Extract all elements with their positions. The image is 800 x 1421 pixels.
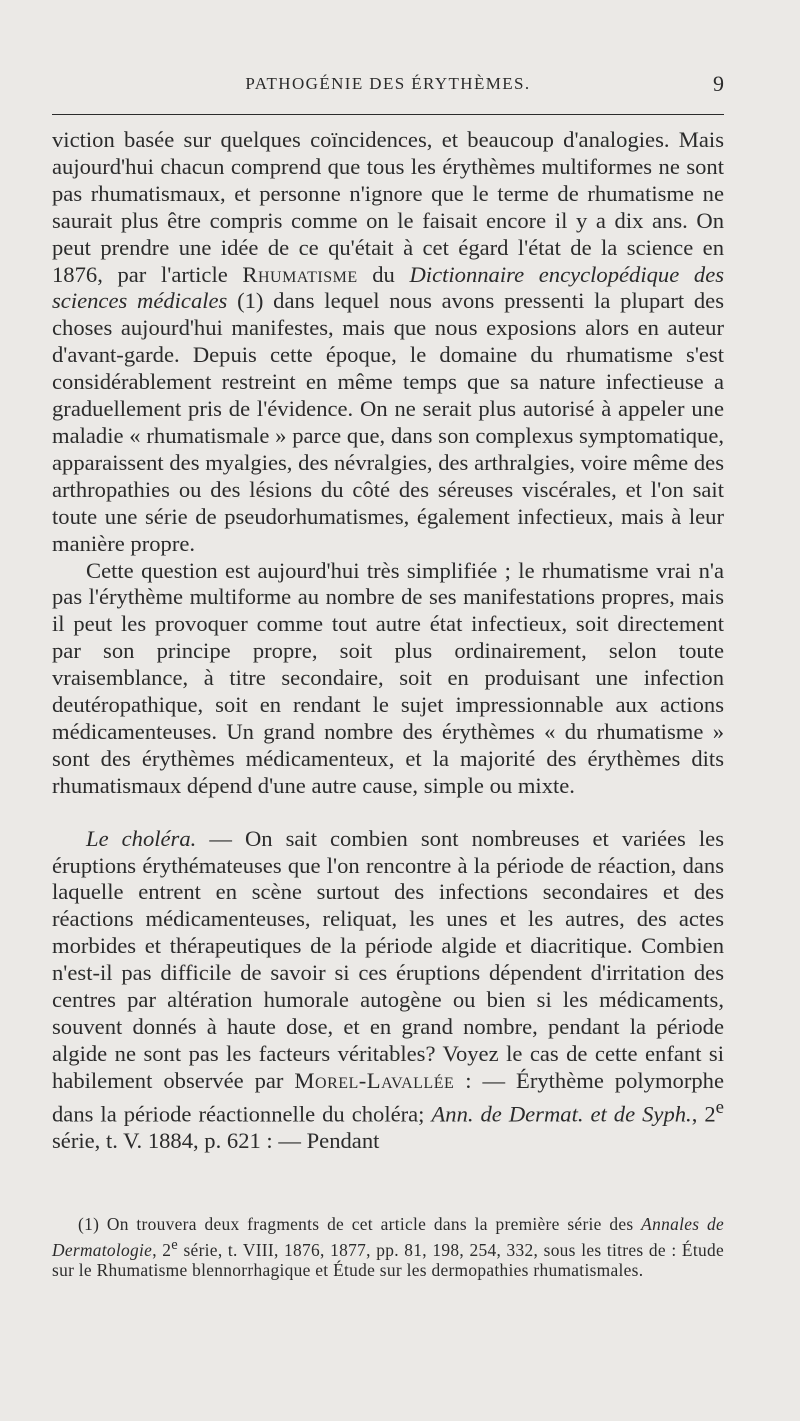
paragraph-cholera	[52, 826, 724, 1155]
p3-text-a: — On sait combien sont nombreuses et variées les éruptions érythémateuses que l'on rencontre à la période de réaction, dans laquelle entrent en scène surtout des infections secondaires et des réactions médicamenteuses, reliquat, les unes et les autres, des actes morbides et thérapeutiques de la période algide et diacritique. Combien n'est-il pas difficile de savoir si ces éruptions dépendent d'irritation des centres par altération humorale autogène ou bien si les médicaments, souvent donnés à haute dose, et en grand nombre, pendant la période algide ne sont pas les facteurs véritables? Voyez le cas de cette enfant si habilement observée par	[52, 825, 724, 1093]
fn-text-b: , 2	[152, 1239, 172, 1260]
p1-text-b: du	[357, 261, 410, 287]
p3-author-name: Morel-Lavallée	[294, 1067, 455, 1093]
paragraph-1	[52, 127, 724, 558]
fn-text-a: (1) On trouvera deux fragments de cet article dans la première série des	[78, 1214, 642, 1234]
p1-text-a: viction basée sur quelques coïncidences, et beaucoup d'analogies. Mais aujourd'hui chacun comprend que tous les érythèmes multiformes ne sont pas rhumatismaux, et personne n'ignore que le terme de rhumatisme ne saurait plus être compris comme on le faisait encore il y a dix ans. On peut prendre une idée de ce qu'était à cet égard l'état de la science en 1876, par l'article	[52, 127, 724, 287]
section-heading-cholera: Le choléra.	[86, 825, 197, 851]
p3-journal-title: Ann. de Dermat. et de Syph.	[431, 1101, 692, 1127]
page-number: 9	[713, 71, 724, 96]
fn-superscript: e	[171, 1236, 179, 1253]
p1-text-c: (1) dans lequel nous avons pressenti la plupart des choses aujourd'hui manifestes, mais que nous exposions alors en auteur d'avant-garde. Depuis cette époque, le domaine du rhumatisme s'est considérablement restreint en même temps que sa nature infectieuse a graduellement pris de l'évidence. On ne serait plus autorisé à appeler une maladie « rhumatismale » parce que, dans son complexus symptomatique, apparaissent des myalgies, des névralgies, des arthralgies, voire même des arthropathies ou des lésions du côté des séreuses viscérales, et l'on sait toute une série de pseudorhumatismes, également infectieux, mais à leur manière propre.	[52, 288, 724, 556]
paragraph-2: Cette question est aujourd'hui très simplifiée ; le rhumatisme vrai n'a pas l'érythème multiforme au nombre de ses manifestations propres, mais il peut les provoquer comme tout autre état infectieux, soit directement par son principe propre, soit plus ordinairement, selon toute vraisemblance, à titre secondaire, soit en produisant une infection deutéropathique, soit en rendant le sujet impressionnable aux actions médicamenteuses. Un grand nombre des érythèmes « du rhumatisme » sont des érythèmes médicamenteux, et la majorité des érythèmes dits rhumatismaux dépend d'une autre cause, simple ou mixte.	[52, 557, 724, 798]
p3-superscript: e	[715, 1096, 725, 1118]
page-header	[52, 71, 724, 104]
footnotes	[52, 1214, 724, 1281]
p3-text-b: : — Érythème polymorphe dans la période réactionnelle du choléra;	[52, 1067, 724, 1127]
p3-text-d: série, t. V. 1884, p. 621 : — Pendant	[52, 1128, 380, 1154]
header-rule	[52, 114, 724, 115]
fn-journal-title: Annales de Dermatologie	[52, 1214, 724, 1260]
p1-small-caps-rhumatisme: Rhumatisme	[242, 261, 358, 287]
body-text	[52, 127, 724, 1155]
p3-text-c: , 2	[691, 1101, 716, 1127]
running-title: PATHOGÉNIE DES ÉRYTHÈMES.	[245, 74, 531, 93]
p1-dictionary-title: Dictionnaire encyclopédique des sciences médicales	[52, 261, 725, 314]
footnote-1	[52, 1214, 724, 1281]
fn-text-c: série, t. VIII, 1876, 1877, pp. 81, 198, 254, 332, sous les titres de : Étude sur le Rhumatisme blennorrhagique et Étude sur les dermopathies rhumatismales.	[52, 1239, 724, 1281]
